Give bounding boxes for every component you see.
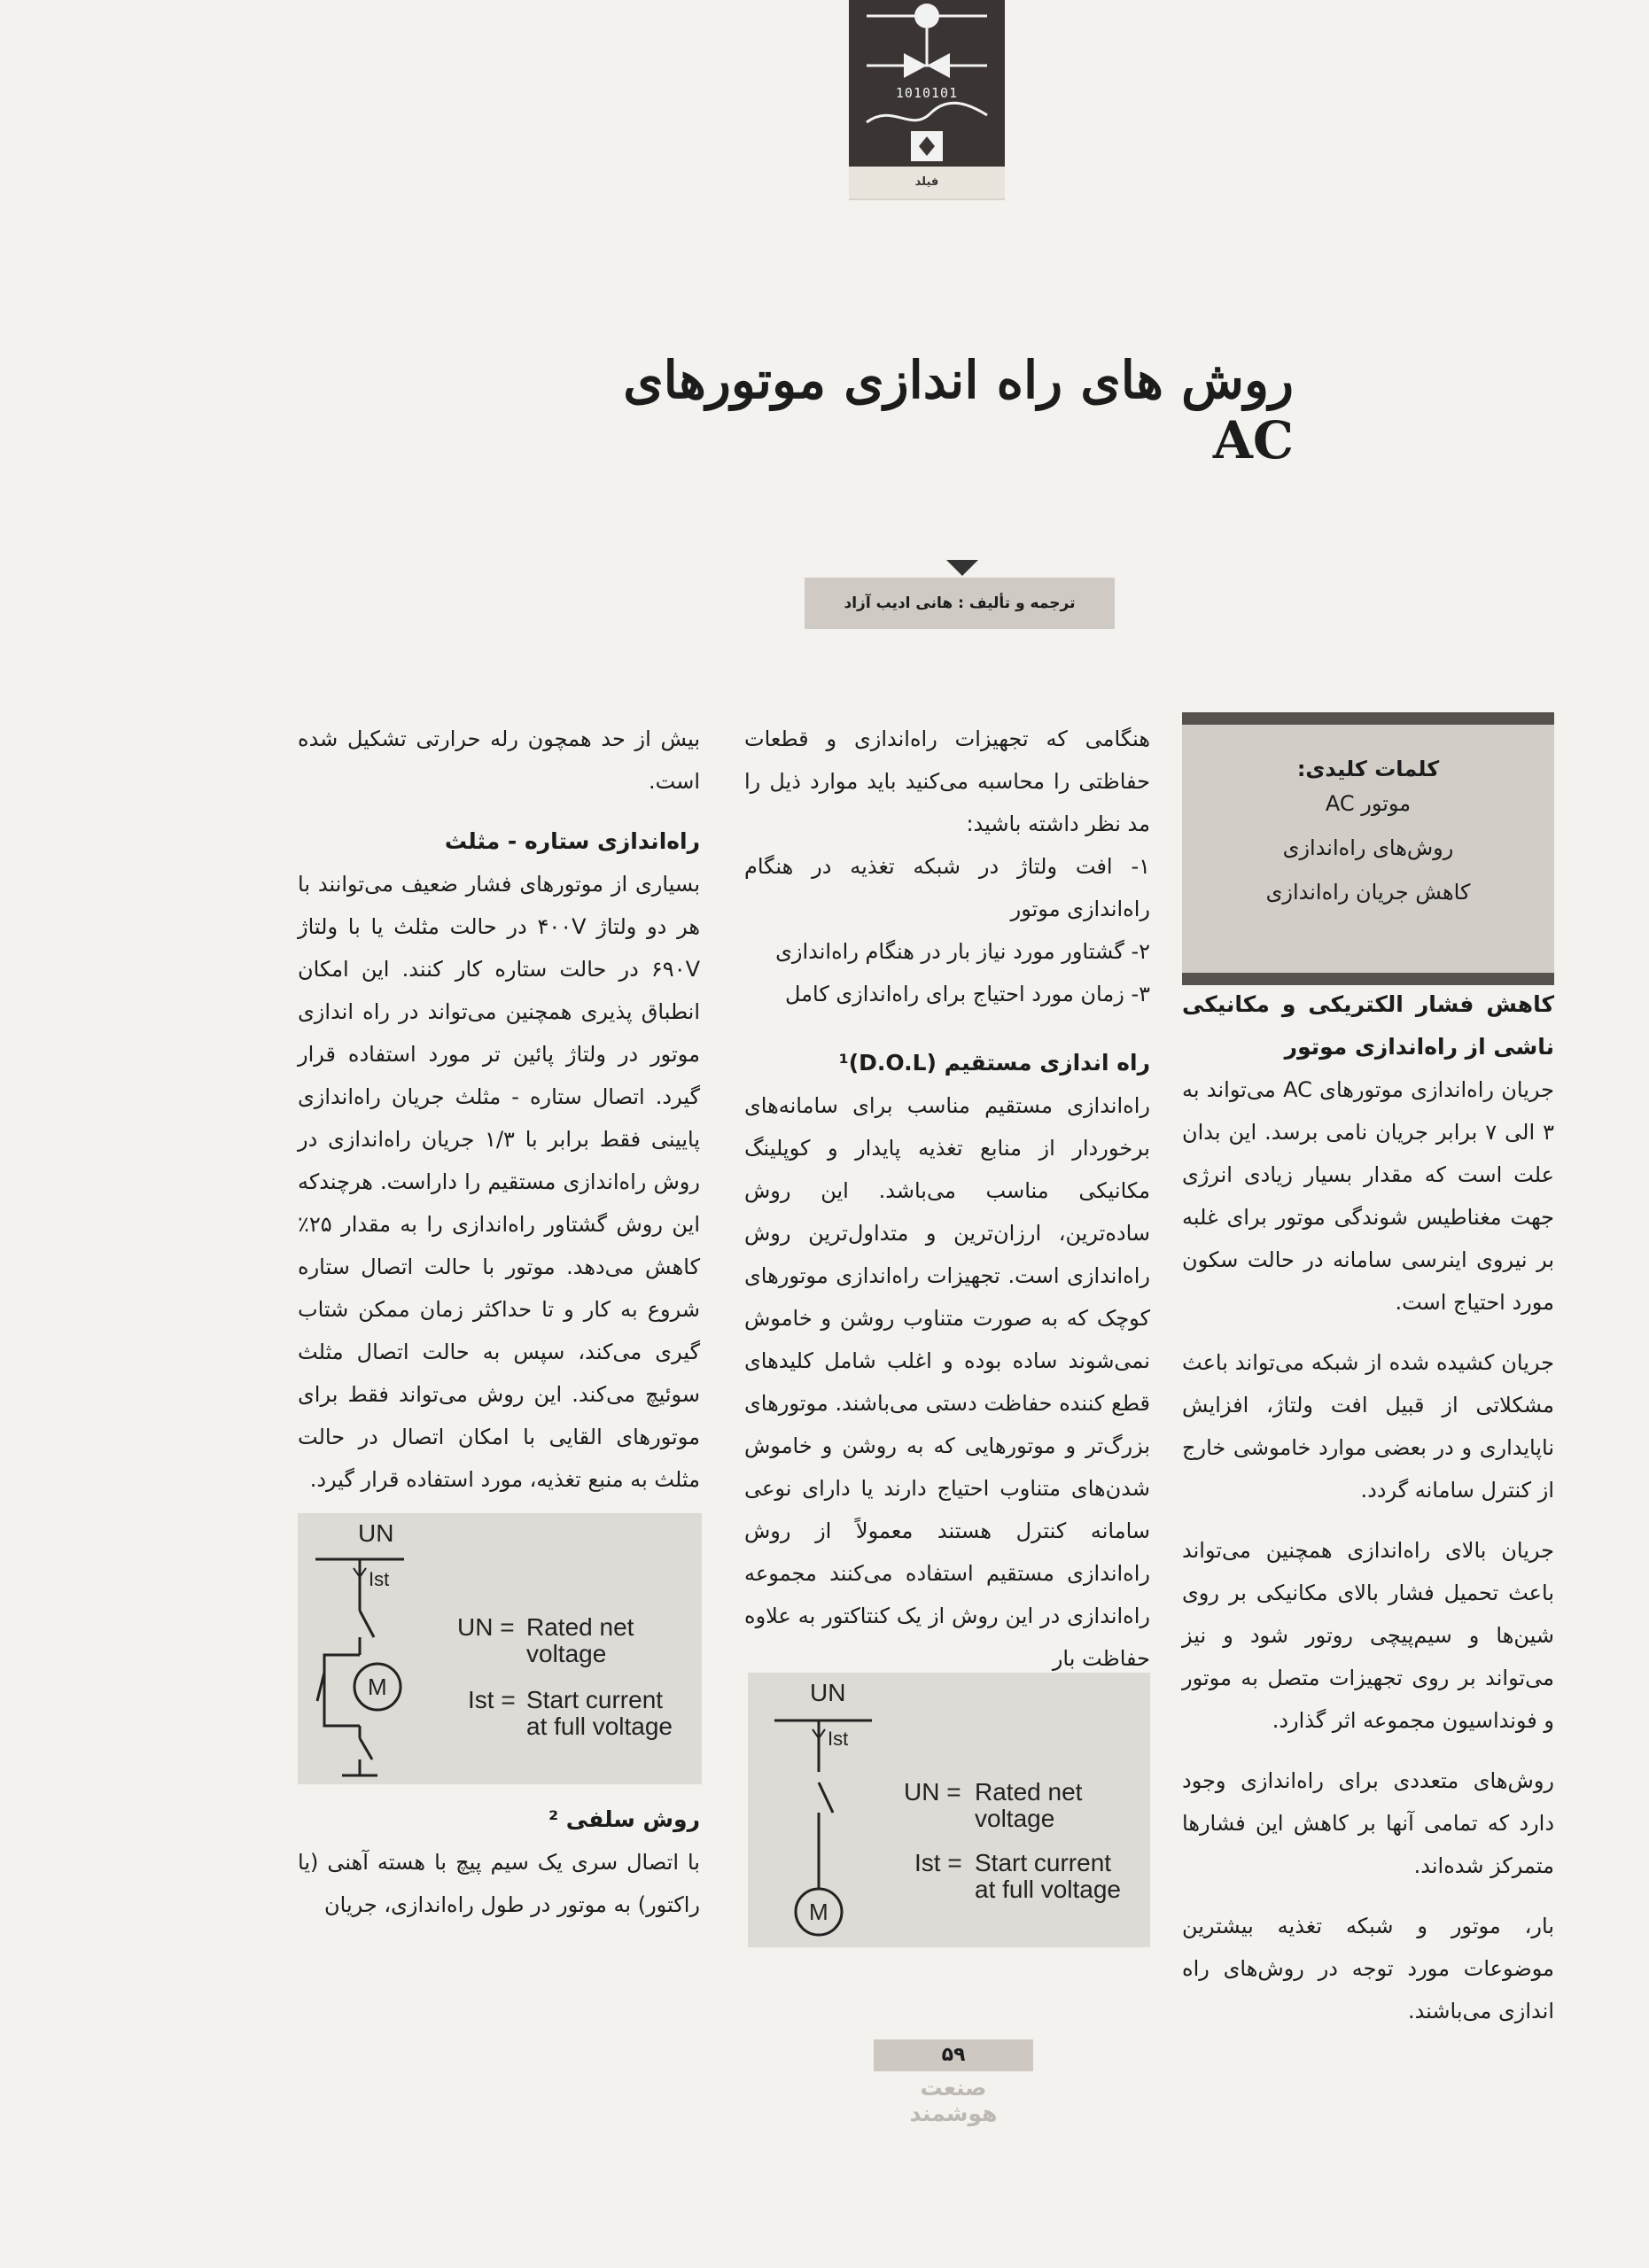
paragraph: روش‌های متعددی برای راه‌اندازی وجود دارد که تمامی آنها بر کاهش این فشارها متمرکز شده‌اند. [1182,1768,1554,1878]
legend-ist-value: at full voltage [526,1713,673,1740]
legend-un-key: UN = [457,1613,515,1641]
legend-ist-key: Ist = [468,1686,516,1713]
page-number: ۵۹ [874,2039,1033,2071]
legend-ist-key: Ist = [914,1849,962,1876]
circuit-schematic [298,1513,439,1784]
paragraph: بسیاری از موتورهای فشار ضعیف می‌توانند با هر دو ولتاژ ۴۰۰V در حالت مثلث یا با ولتاژ ۶۹۰V در حالت ستاره کار کنند. این امکان انطباق پذیری همچنین می‌تواند در راه اندازی موتور در ولتاژ پائین تر مورد استفاده قرار گیرد. اتصال ستاره - مثلث جریان راه‌اندازی پایینی فقط برابر با ۱/۳ جریان راه‌اندازی در روش راه‌اندازی مستقیم را داراست. هرچندکه این روش گشتاور راه‌اندازی را به مقدار ۲۵٪ کاهش می‌دهد. موتور با حالت اتصال ستاره شروع به کار و تا حداکثر زمان ممکن شتاب گیری می‌کند، سپس به حالت اتصال مثلث سوئیچ می‌کند. این روش می‌تواند فقط برای موتورهای القایی با امکان اتصال در حالت مثلث به منبع تغذیه، مورد استفاده قرار گیرد. [298,872,701,1492]
un-label: UN [810,1679,846,1706]
legend-ist-value: Start current [526,1686,664,1713]
keywords-box [1182,712,1554,985]
column-right [1182,983,1554,2050]
section-heading: کاهش فشار الکتریکی و مکانیکی ناشی از راه‌اندازی موتور [1182,991,1554,1060]
section-heading: روش سلفی ² [548,1806,700,1832]
legend-un-value: Rated net [526,1613,634,1641]
paragraph: هنگامی که تجهیزات راه‌اندازی و قطعات حفاظتی را محاسبه می‌کنید باید موارد ذیل را مد نظر داشته باشید: [744,726,1150,836]
legend-un-key: UN = [904,1778,961,1806]
keyword-item: موتور AC [1325,791,1412,816]
dol-diagram [748,1673,1150,1947]
paragraph: بار، موتور و شبکه تغذیه بیشترین موضوعات مورد توجه در روش‌های راه اندازی می‌باشند. [1182,1914,1554,2023]
list-item: ۲- گشتاور مورد نیاز بار در هنگام راه‌اندازی [775,939,1150,964]
legend-ist-value: at full voltage [975,1876,1121,1903]
list-item: ۱- افت ولتاژ در شبکه تغذیه در هنگام راه‌اندازی موتور [744,854,1150,921]
paragraph: جریان کشیده شده از شبکه می‌تواند باعث مشکلاتی از قبیل افت ولتاژ، افزایش ناپایداری و در بعضی موارد خاموشی خارج از کنترل سامانه گردد. [1182,1350,1554,1503]
motor-label: M [368,1674,387,1700]
star-delta-diagram [298,1513,702,1784]
list-item: ۳- زمان مورد احتیاج برای راه‌اندازی کامل [785,982,1150,1006]
magazine-name: صنعت هوشمند [909,2075,998,2126]
control-valve-icon [849,0,1005,168]
author-line: ترجمه و تألیف : هانی ادیب آزاد [805,578,1115,629]
triangle-down-icon [946,560,978,576]
paragraph: با اتصال سری یک سیم پیچ با هسته آهنی (یا راکتور) به موتور در طول راه‌اندازی، جریان [298,1850,700,1917]
keyword-item: کاهش جریان راه‌اندازی [1265,880,1471,905]
ist-label: Ist [369,1568,390,1590]
paragraph: جریان راه‌اندازی موتورهای AC می‌تواند به ۳ الی ۷ برابر جریان نامی برسد. این بدان علت است که مقدار بسیار زیادی انرژی جهت مغناطیس شوندگی موتور برای غلبه بر نیروی اینرسی سامانه در حالت سکون مورد احتیاج است. [1182,1077,1555,1315]
un-label: UN [358,1519,394,1547]
section-heading: راه اندازی مستقیم (D.O.L)¹ [838,1050,1150,1076]
motor-label: M [809,1899,828,1925]
paragraph: بیش از حد همچون رله حرارتی تشکیل شده است. [298,726,700,794]
column-middle [744,718,1150,1680]
legend-un-value: Rated net [975,1778,1083,1806]
ist-label: Ist [828,1728,849,1750]
paragraph: جریان بالای راه‌اندازی همچنین می‌تواند باعث تحمیل فشار بالای مکانیکی بر روی شین‌ها و سیم‌پیچی روتور شود و نیز می‌تواند بر روی تجهیزات متصل به موتور و فونداسیون مجموعه اثر گذارد. [1182,1538,1554,1733]
keyword-item: روش‌های راه‌اندازی [1282,835,1454,860]
legend-un-value: voltage [526,1640,607,1667]
keywords-title: کلمات کلیدی: [1296,757,1440,781]
legend-ist-value: Start current [975,1849,1112,1876]
paragraph: راه‌اندازی مستقیم مناسب برای سامانه‌های برخوردار از منابع تغذیه پایدار و کوپلینگ مکانیکی مناسب می‌باشد. این روش ساده‌ترین، ارزان‌ترین و متداول‌ترین روش راه‌اندازی است. تجهیزات راه‌اندازی موتورهای کوچک که به صورت متناوب روشن و خاموش نمی‌شوند ساده بوده و اغلب شامل کلیدهای قطع کننده حفاظت دستی می‌باشند. موتورهای بزرگ‌تر و موتورهایی که به روشن و خاموش شدن‌های متناوب احتیاج دارند یا دارای نوعی سامانه کنترل هستند معمولاً از روش راه‌اندازی مستقیم استفاده می‌کنند مجموعه راه‌اندازی در این روش از یک کنتاکتور به علاوه حفاظت بار [744,1093,1150,1671]
legend-un-value: voltage [975,1805,1055,1832]
emblem-digits: 1010101 [895,85,959,101]
emblem-label: فیلد [849,167,1005,198]
section-heading: راه‌اندازی ستاره - مثلث [444,828,700,854]
column-left-continued [298,1798,700,1926]
column-left [298,718,700,1501]
article-title: روش های راه اندازی موتورهای AC [623,350,1294,470]
section-emblem [849,0,1005,200]
